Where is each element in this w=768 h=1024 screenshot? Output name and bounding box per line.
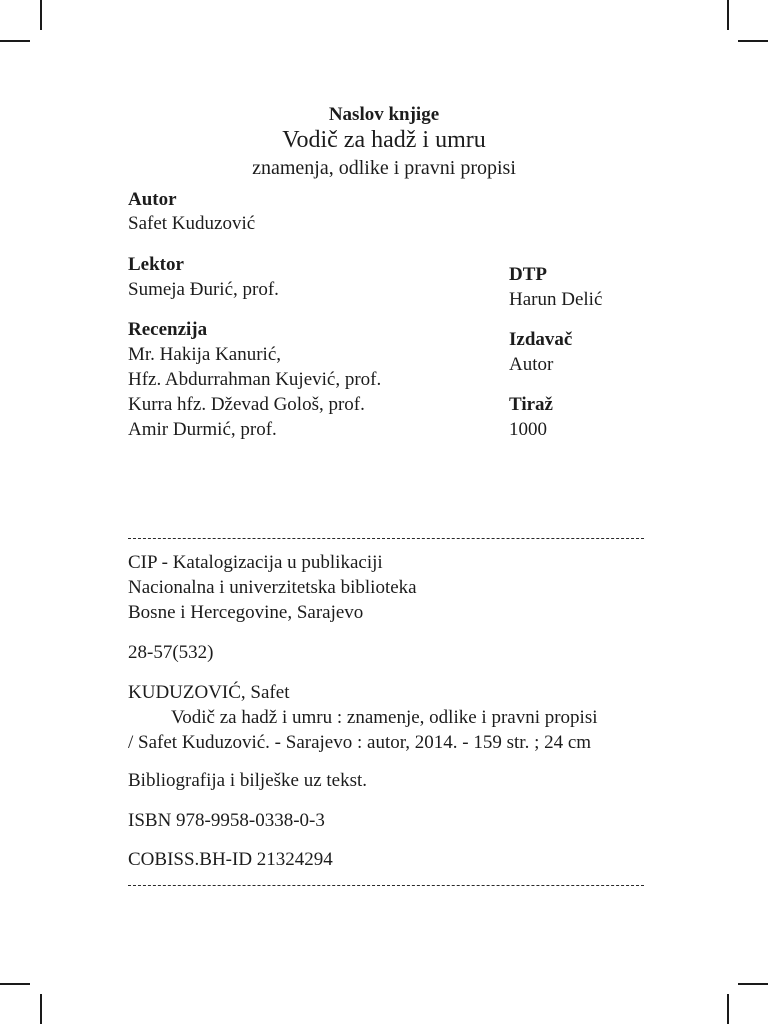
cip-note: Bibliografija i bilješke uz tekst. xyxy=(128,770,368,791)
reviewer-list xyxy=(128,342,381,442)
lektor-name: Sumeja Đurić, prof. xyxy=(128,279,279,300)
book-title: Vodič za hadž i umru xyxy=(282,127,486,153)
crop-mark-bottom-right-vertical xyxy=(727,994,729,1024)
crop-mark-top-left-vertical xyxy=(40,0,42,30)
cip-header-line: Bosne i Hercegovine, Sarajevo xyxy=(128,602,364,623)
cip-main-entry: KUDUZOVIĆ, Safet xyxy=(128,682,290,703)
author-name: Safet Kuduzović xyxy=(128,213,256,234)
cip-cobiss: COBISS.BH-ID 21324294 xyxy=(128,849,333,870)
crop-mark-bottom-right-horizontal xyxy=(738,983,768,985)
crop-mark-top-left-horizontal xyxy=(0,40,30,42)
reviewer-name: Amir Durmić, prof. xyxy=(128,419,277,440)
cip-description-line2: / Safet Kuduzović. - Sarajevo : autor, 2014. - 159 str. ; 24 cm xyxy=(128,732,592,753)
dtp-name: Harun Delić xyxy=(509,289,603,310)
print-run-label: Tiraž xyxy=(509,394,553,415)
book-title-label: Naslov knjige xyxy=(328,104,440,125)
cip-udc: 28-57(532) xyxy=(128,642,214,663)
reviewer-name: Hfz. Abdurrahman Kujević, prof. xyxy=(128,369,382,390)
print-run-value: 1000 xyxy=(509,419,547,440)
crop-mark-top-right-horizontal xyxy=(738,40,768,42)
publisher-name: Autor xyxy=(509,354,554,375)
cip-top-rule xyxy=(128,538,644,539)
cip-description-line1: Vodič za hadž i umru : znamenje, odlike i pravni propisi xyxy=(171,707,598,728)
cip-bottom-rule xyxy=(128,885,644,886)
lektor-label: Lektor xyxy=(128,254,184,275)
reviewer-name: Mr. Hakija Kanurić, xyxy=(128,344,282,365)
dtp-label: DTP xyxy=(509,264,547,285)
author-label: Autor xyxy=(128,189,177,210)
crop-mark-bottom-left-horizontal xyxy=(0,983,30,985)
crop-mark-bottom-left-vertical xyxy=(40,994,42,1024)
book-subtitle: znamenja, odlike i pravni propisi xyxy=(252,157,516,179)
cip-header xyxy=(128,550,417,625)
publisher-label: Izdavač xyxy=(509,329,573,350)
crop-mark-top-right-vertical xyxy=(727,0,729,30)
cip-isbn: ISBN 978-9958-0338-0-3 xyxy=(128,810,325,831)
recenzija-label: Recenzija xyxy=(128,319,208,340)
cip-header-line: Nacionalna i univerzitetska biblioteka xyxy=(128,577,417,598)
reviewer-name: Kurra hfz. Dževad Gološ, prof. xyxy=(128,394,365,415)
cip-header-line: CIP - Katalogizacija u publikaciji xyxy=(128,552,383,573)
